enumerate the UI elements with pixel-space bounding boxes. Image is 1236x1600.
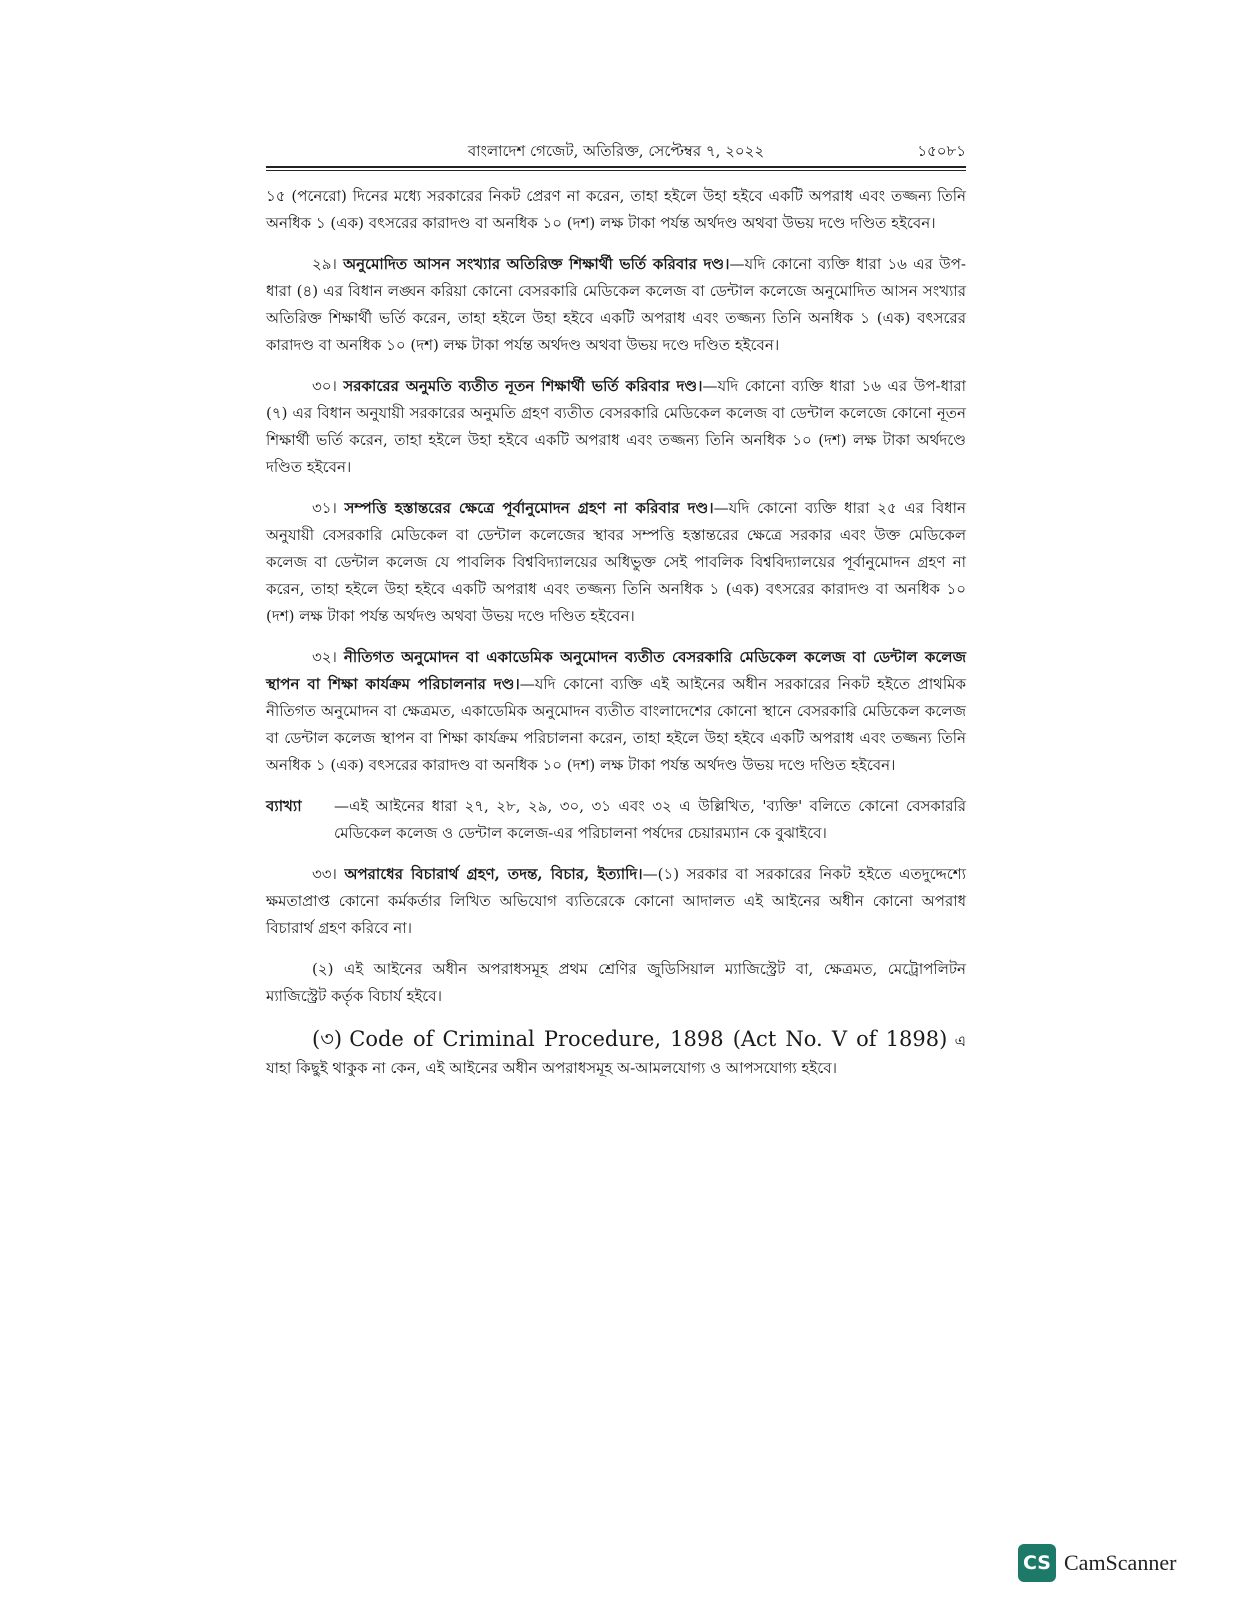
section-number: ৩০। <box>312 377 337 395</box>
section-heading: সম্পত্তি হস্তান্তরের ক্ষেত্রে পূর্বানুমোদন গ্রহণ না করিবার দণ্ড। <box>344 499 714 517</box>
section-number: ৩২। <box>312 648 337 666</box>
section-body: —(১) সরকার বা সরকারের নিকট হইতে এতদুদ্দেশ্যে ক্ষমতাপ্রাপ্ত কোনো কর্মকর্তার লিখিত অভিযোগ ব্যতিরেকে কোনো আদালত এই আইনের অধীন কোনো অপরাধ বিচারার্থ গ্রহণ করিবে না। <box>266 865 966 937</box>
section-body: —যদি কোনো ব্যক্তি ধারা ২৫ এর বিধান অনুযায়ী বেসরকারি মেডিকেল বা ডেন্টাল কলেজের স্থাবর সম্পত্তি হস্তান্তরের ক্ষেত্রে সরকার এবং উক্ত মেডিকেল কলেজ বা ডেন্টাল কলেজ যে পাবলিক বিশ্ববিদ্যালয়ের অধিভুক্ত সেই পাবলিক বিশ্ববিদ্যালয়ের পূর্বানুমোদন গ্রহণ না করেন, তাহা হইলে উহা হইবে একটি অপরাধ এবং তজ্জন্য তিনি অনধিক ১ (এক) বৎসরের কারাদণ্ড বা অনধিক ১০ (দশ) লক্ষ টাকা পর্যন্ত অর্থদণ্ড অথবা উভয় দণ্ডে দণ্ডিত হইবেন। <box>266 499 966 625</box>
section-number: ২৯। <box>312 255 337 273</box>
page-number: ১৫০৮১ <box>917 142 966 160</box>
section-body: —যদি কোনো ব্যক্তি এই আইনের অধীন সরকারের নিকট হইতে প্রাথমিক নীতিগত অনুমোদন বা ক্ষেত্রমত, একাডেমিক অনুমোদন ব্যতীত বাংলাদেশের কোনো স্থানে বেসরকারি মেডিকেল কলেজ বা ডেন্টাল কলেজ স্থাপন বা শিক্ষা কার্যক্রম পরিচালনা করেন, তাহা হইলে উহা হইবে একটি অপরাধ এবং তজ্জন্য তিনি অনধিক ১ (এক) বৎসরের কারাদণ্ড বা অনধিক ১০ (দশ) লক্ষ টাকা পর্যন্ত অর্থদণ্ড উভয় দণ্ডে দণ্ডিত হইবেন। <box>266 675 967 774</box>
section-number: ৩১। <box>312 499 337 517</box>
section-33-sub-2: (২) এই আইনের অধীন অপরাধসমূহ প্রথম শ্রেণির জুডিসিয়াল ম্যাজিস্ট্রেট বা, ক্ষেত্রমত, মেট্রোপলিটন ম্যাজিস্ট্রেট কর্তৃক বিচার্য হইবে। <box>266 960 966 1005</box>
section-heading: সরকারের অনুমতি ব্যতীত নূতন শিক্ষার্থী ভর্তি করিবার দণ্ড। <box>343 377 703 395</box>
header-rule-thick <box>266 166 966 168</box>
code-reference: Code of Criminal Procedure, 1898 (Act No. V of 1898) <box>349 1027 948 1051</box>
gazette-page <box>266 136 966 1096</box>
explanation-label: ব্যাখ্যা <box>266 797 302 815</box>
page-header <box>266 136 966 164</box>
sub-number: (৩) <box>312 1027 343 1051</box>
section-body: —যদি কোনো ব্যক্তি ধারা ১৬ এর উপ-ধারা (৪) এর বিধান লঙ্ঘন করিয়া কোনো বেসরকারি মেডিকেল কলেজ বা ডেন্টাল কলেজে অনুমোদিত আসন সংখ্যার অতিরিক্ত শিক্ষার্থী ভর্তি করেন, তাহা হইলে উহা হইবে একটি অপরাধ এবং তজ্জন্য তিনি অনধিক ১ (এক) বৎসরের কারাদণ্ড বা অনধিক ১০ (দশ) লক্ষ টাকা পর্যন্ত অর্থদণ্ড অথবা উভয় দণ্ডে দণ্ডিত হইবেন। <box>266 255 966 354</box>
section-29 <box>266 251 966 359</box>
section-30 <box>266 373 966 481</box>
section-31 <box>266 495 966 630</box>
continued-paragraph: ১৫ (পনেরো) দিনের মধ্যে সরকারের নিকট প্রেরণ না করেন, তাহা হইলে উহা হইবে একটি অপরাধ এবং তজ্জন্য তিনি অনধিক ১ (এক) বৎসরের কারাদণ্ড বা অনধিক ১০ (দশ) লক্ষ টাকা পর্যন্ত অর্থদণ্ড অথবা উভয় দণ্ডে দণ্ডিত হইবেন। <box>266 187 966 232</box>
section-32 <box>266 644 966 779</box>
gazette-title: বাংলাদেশ গেজেট, অতিরিক্ত, সেপ্টেম্বর ৭, ২০২২ <box>467 142 765 160</box>
section-heading: অনুমোদিত আসন সংখ্যার অতিরিক্ত শিক্ষার্থী ভর্তি করিবার দণ্ড। <box>343 255 730 273</box>
section-33-sub-3 <box>266 1024 966 1082</box>
section-body: —যদি কোনো ব্যক্তি ধারা ১৬ এর উপ-ধারা (৭) এর বিধান অনুযায়ী সরকারের অনুমতি গ্রহণ ব্যতীত বেসরকারি মেডিকেল কলেজ বা ডেন্টাল কলেজে কোনো নূতন শিক্ষার্থী ভর্তি করেন, তাহা হইলে উহা হইবে একটি অপরাধ এবং তজ্জন্য তিনি অনধিক ১০ (দশ) লক্ষ টাকা অর্থদণ্ডে দণ্ডিত হইবেন। <box>266 377 966 476</box>
camscanner-logo-icon: CS <box>1018 1544 1056 1582</box>
section-number: ৩৩। <box>312 865 337 883</box>
explanation-body: —এই আইনের ধারা ২৭, ২৮, ২৯, ৩০, ৩১ এবং ৩২ এ উল্লিখিত, 'ব্যক্তি' বলিতে কোনো বেসকাররি মেডিকেল কলেজ ও ডেন্টাল কলেজ-এর পরিচালনা পর্ষদের চেয়ারম্যান কে বুঝাইবে। <box>334 797 966 842</box>
section-heading: অপরাধের বিচারার্থ গ্রহণ, তদন্ত, বিচার, ইত্যাদি। <box>344 865 643 883</box>
explanation <box>266 793 966 847</box>
camscanner-text: CamScanner <box>1064 1550 1177 1575</box>
header-rule-thin <box>266 170 966 171</box>
section-33 <box>266 861 966 942</box>
section-heading: নীতিগত অনুমোদন বা একাডেমিক অনুমোদন ব্যতীত বেসরকারি মেডিকেল কলেজ বা ডেন্টাল কলেজ স্থাপন বা শিক্ষা কার্যক্রম পরিচালনার দণ্ড। <box>266 648 967 693</box>
camscanner-watermark <box>1018 1544 1218 1584</box>
sub-body: এ যাহা কিছুই থাকুক না কেন, এই আইনের অধীন অপরাধসমূহ অ-আমলযোগ্য ও আপসযোগ্য হইবে। <box>266 1032 966 1077</box>
